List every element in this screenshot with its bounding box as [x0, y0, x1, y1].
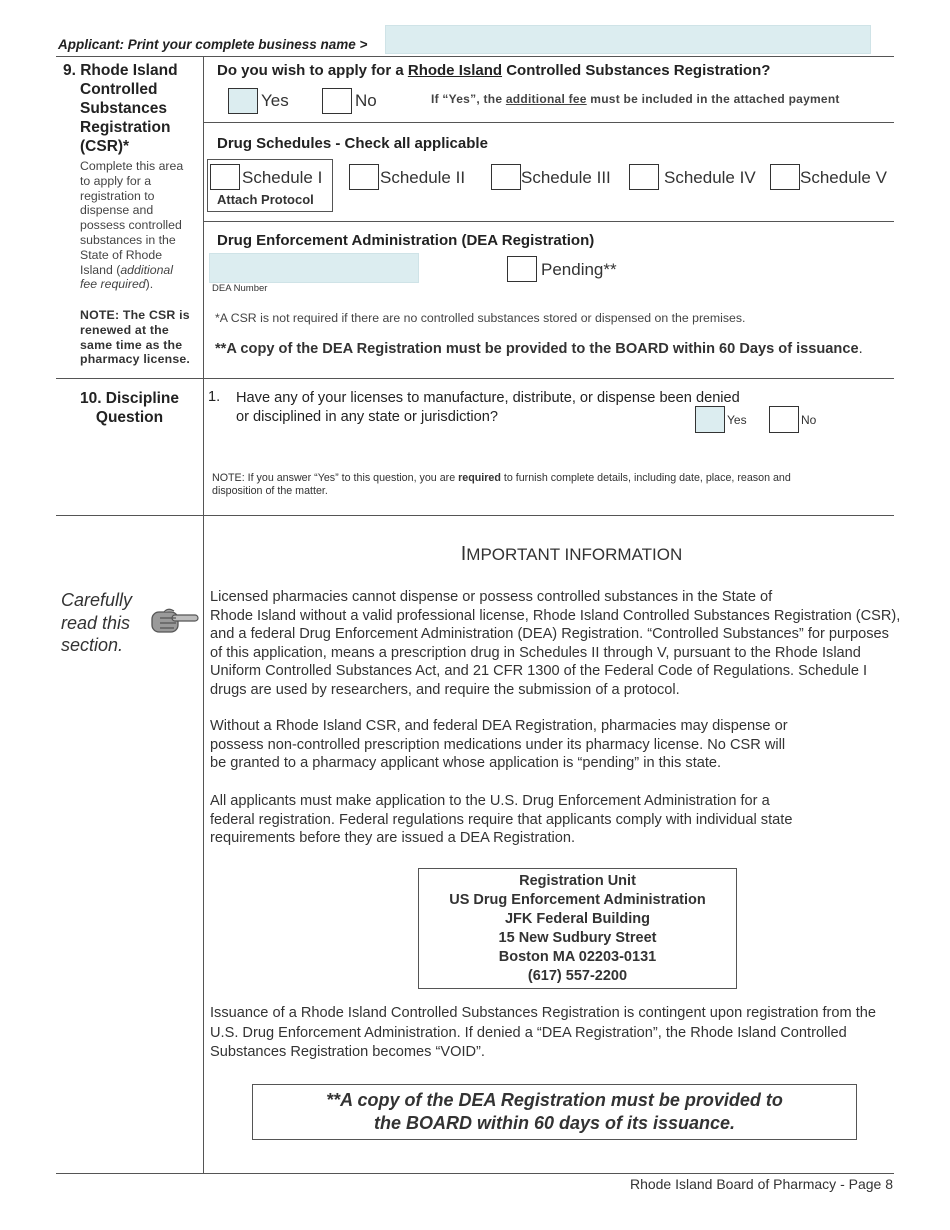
dea-copy-callout: **A copy of the DEA Registration must be provided to the BOARD within 60 days of its issuance.	[252, 1084, 857, 1140]
dea-address-box: Registration Unit US Drug Enforcement Administration JFK Federal Building 15 New Sudbury Street Boston MA 02203-0131 (617) 557-2200	[418, 868, 737, 989]
dea-number-label: DEA Number	[212, 283, 268, 294]
schedule-v-checkbox[interactable]	[770, 164, 800, 190]
attach-protocol-label: Attach Protocol	[217, 192, 314, 207]
important-paragraph-4: Issuance of a Rhode Island Controlled Substances Registration is contingent upon registration from the U.S. Drug Enforcement Administration. If denied a “DEA Registration”, the Rhode Island Controlled Substances Registration becomes “VOID”.	[210, 1005, 877, 1060]
header-divider	[56, 56, 894, 57]
schedule-iii-checkbox[interactable]	[491, 164, 521, 190]
fee-note: If “Yes”, the additional fee must be included in the attached payment	[431, 92, 840, 106]
dea-pending-checkbox[interactable]	[507, 256, 537, 282]
schedule-ii-checkbox[interactable]	[349, 164, 379, 190]
section10-title: 10. Discipline Question	[79, 390, 180, 426]
section9-divider-2	[203, 221, 894, 222]
csr-footnote: *A CSR is not required if there are no controlled substances stored or dispensed on the premises.	[215, 311, 746, 325]
section10-bottom-divider	[56, 515, 894, 516]
schedule-iv-label: Schedule IV	[664, 168, 756, 187]
important-paragraph-3: All applicants must make application to the U.S. Drug Enforcement Administration for a federal registration. Federal regulations require that applicants comply with individual state requirements before they are issued a DEA Registration.	[210, 793, 793, 846]
csr-yes-checkbox[interactable]	[228, 88, 258, 114]
dea-copy-footnote: **A copy of the DEA Registration must be provided to the BOARD within 60 Days of issuance.	[215, 341, 863, 357]
column-divider	[203, 56, 204, 1174]
careful-read-note: Carefully read this section.	[61, 590, 133, 655]
schedule-i-label: Schedule I	[242, 168, 323, 187]
section9-divider-1	[203, 122, 894, 123]
discipline-question-number: 1.	[208, 389, 221, 405]
schedule-i-checkbox[interactable]	[210, 164, 240, 190]
discipline-question: Have any of your licenses to manufacture, distribute, or dispense been denied or disciplined in any state or jurisdiction?	[236, 390, 740, 425]
dea-number-field[interactable]	[209, 253, 419, 283]
footer-divider	[56, 1173, 894, 1174]
schedule-iii-label: Schedule III	[521, 168, 611, 187]
discipline-no-checkbox[interactable]	[769, 406, 799, 433]
discipline-no-label: No	[801, 413, 817, 427]
section9-title: 9. Rhode Island Controlled Substances Registration (CSR)*	[63, 62, 178, 155]
schedule-ii-label: Schedule II	[380, 168, 466, 187]
csr-no-checkbox[interactable]	[322, 88, 352, 114]
dea-pending-label: Pending**	[541, 260, 617, 279]
important-paragraph-2: Without a Rhode Island CSR, and federal DEA Registration, pharmacies may dispense or possess non-controlled prescription medications under its pharmacy license. No CSR will be granted to a pharmacy applicant whose application is “pending” in this state.	[210, 718, 788, 771]
pointing-hand-icon	[150, 606, 200, 641]
discipline-yes-checkbox[interactable]	[695, 406, 725, 433]
schedules-title: Drug Schedules - Check all applicable	[217, 135, 488, 152]
discipline-yes-label: Yes	[727, 413, 747, 427]
business-name-field[interactable]	[385, 25, 871, 54]
schedule-v-label: Schedule V	[800, 168, 887, 187]
schedule-iv-checkbox[interactable]	[629, 164, 659, 190]
important-heading: IMPORTANT INFORMATION	[460, 543, 683, 565]
csr-no-label: No	[355, 91, 377, 110]
applicant-label: Applicant: Print your complete business name >	[58, 37, 368, 52]
section9-renewal-note: NOTE: The CSR is renewed at the same time as the pharmacy license.	[80, 308, 191, 367]
dea-title: Drug Enforcement Administration (DEA Registration)	[217, 232, 595, 249]
csr-yes-label: Yes	[261, 91, 289, 110]
important-paragraph-1: Licensed pharmacies cannot dispense or possess controlled substances in the State of Rhode Island without a valid professional license, Rhode Island Controlled Substances Registration (CSR), and a federal Drug Enforcement Administration (DEA) Registration. “Controlled Substances” for purposes of this application, means a prescription drug in Schedules II through V, pursuant to the Rhode Island Uniform Controlled Substances Act, and 21 CFR 1300 of the Federal Code of Regulations. Schedule I drugs are used by researchers, and require the submission of a protocol.	[210, 589, 901, 698]
page-footer: Rhode Island Board of Pharmacy - Page 8	[629, 1176, 893, 1192]
section9-description: Complete this area to apply for a registration to dispense and possess controlled substances in the State of Rhode Island (additional fee required).	[80, 159, 184, 292]
csr-question: Do you wish to apply for a Rhode Island Controlled Substances Registration?	[217, 62, 771, 79]
section9-bottom-divider	[56, 378, 894, 379]
discipline-note: NOTE: If you answer “Yes” to this question, you are required to furnish complete details, including date, place, reason and disposition of the matter.	[212, 472, 791, 497]
